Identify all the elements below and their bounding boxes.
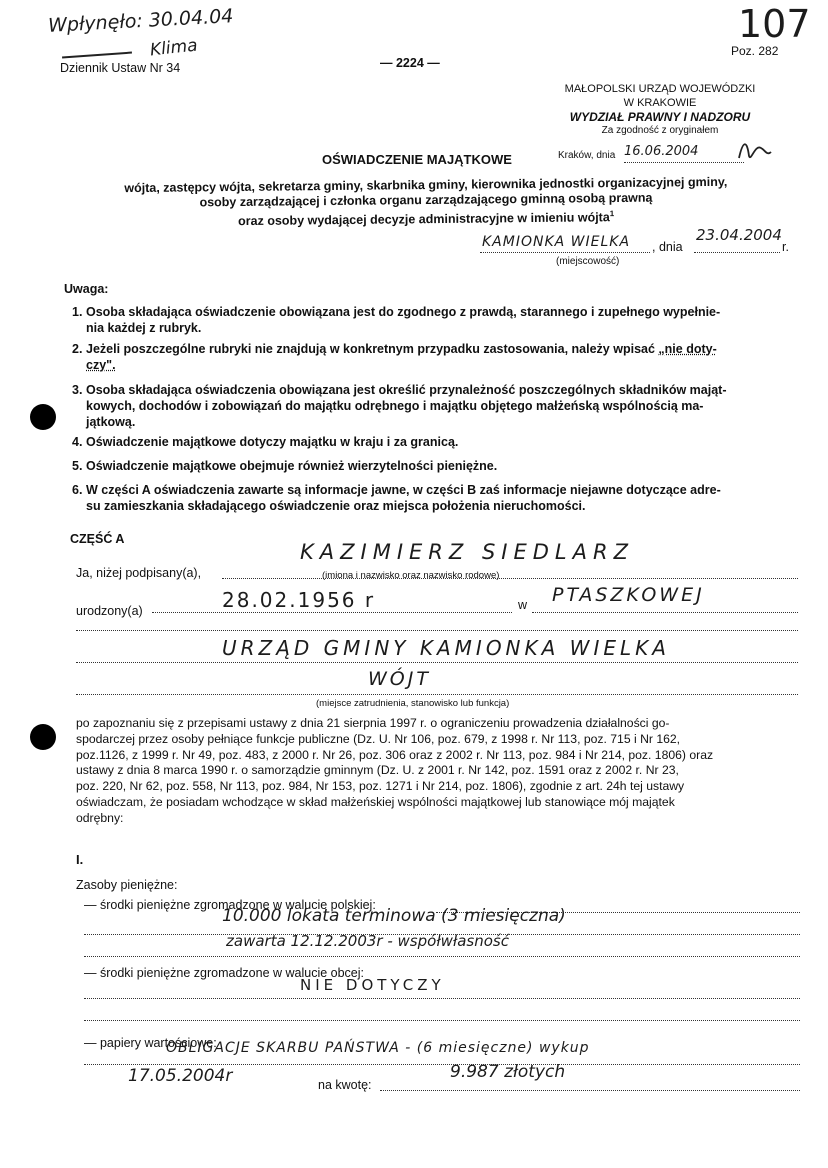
- note-2-line-1: Jeżeli poszczególne rubryki nie znajdują w konkretnym przypadku zastosowania, należy wpisać: [86, 342, 655, 356]
- place-caption: (miejscowość): [556, 256, 620, 267]
- birth-place-handwritten: PTASZKOWEJ: [552, 584, 705, 606]
- place-handwritten: KAMIONKA WIELKA: [482, 234, 631, 250]
- office-stamp: [540, 82, 780, 138]
- note-5: [72, 458, 792, 474]
- birth-date-handwritten: 28.02.1956 r: [222, 588, 376, 612]
- statement-paragraph: [76, 716, 800, 827]
- statement-line-2: spodarczej przez osoby pełniące funkcje publiczne (Dz. U. Nr 106, poz. 679, z 1998 r. Nr 113, poz. 715 i Nr 162,: [76, 731, 681, 746]
- date-handwritten: 23.04.2004: [696, 226, 782, 244]
- employer-line-3: [76, 694, 798, 695]
- note-1-line-1: Osoba składająca oświadczenie obowiązana jest do zgodnego z prawdą, starannego i zupełnego wypełnie-: [86, 305, 721, 319]
- stamp-line-3: WYDZIAŁ PRAWNY I NADZORU: [569, 110, 751, 124]
- footnote-mark: 1: [609, 209, 615, 219]
- securities-line-1: [84, 1064, 800, 1065]
- note-5-line-1: Oświadczenie majątkowe obejmuje również wierzytelności pieniężne.: [86, 459, 498, 473]
- punch-hole-top: [30, 404, 56, 430]
- amount-handwritten: 9.987 złotych: [450, 1062, 566, 1082]
- employer-line-1: [76, 630, 798, 631]
- note-6: [72, 482, 792, 514]
- part-a-heading: CZĘŚĆ A: [70, 532, 125, 546]
- page-number: — 2224 —: [380, 56, 440, 70]
- position-number: Poz. 282: [731, 44, 779, 58]
- note-4-num: 4.: [72, 435, 83, 449]
- section-one-heading: Zasoby pieniężne:: [76, 878, 178, 892]
- employment-caption: (miejsce zatrudnienia, stanowisko lub funkcja): [316, 698, 510, 709]
- note-2-line-2: czy".: [86, 358, 116, 372]
- stamp-line-1: MAŁOPOLSKI URZĄD WOJEWÓDZKI: [564, 83, 756, 95]
- position-handwritten: WÓJT: [368, 668, 431, 690]
- birth-date-line: [152, 612, 512, 613]
- employer-handwritten: URZĄD GMINY KAMIONKA WIELKA: [222, 636, 670, 660]
- pln-handwritten-1: 10.000 lokata terminowa (3 miesięczna): [222, 906, 566, 926]
- amount-line: [380, 1090, 800, 1091]
- note-3-line-2: kowych, dochodów i zobowiązań do majątku odrębnego i majątku objętego małżeńską wspólnością ma-: [86, 399, 704, 413]
- in-label: w: [518, 598, 528, 612]
- section-one-roman: I.: [76, 852, 84, 867]
- note-6-line-1: W części A oświadczenia zawarte są informacje jawne, w części B zaś informacje niejawne dotyczące adre-: [86, 483, 721, 497]
- statement-line-5: poz. 220, Nr 62, poz. 558, Nr 113, poz. 984, Nr 153, poz. 1271 i Nr 214, poz. 1806), zgodnie z art. 24h tej ustawy: [76, 779, 685, 794]
- note-3-line-1: Osoba składająca oświadczenia obowiązana jest określić przynależność poszczególnych składników mająt-: [86, 383, 727, 397]
- securities-label: — papiery wartościowe:: [84, 1036, 217, 1050]
- name-handwritten: KAZIMIERZ SIEDLARZ: [300, 540, 634, 564]
- subtitle-line-2: osoby zarządzającej i członka organu zarządzającego gminną osobą prawną: [199, 190, 653, 210]
- note-2-num: 2.: [72, 342, 83, 356]
- statement-line-6: oświadczam, że posiadam wchodzące w skład małżeńskiej wspólności majątkowej lub stanowiące mój majątek: [76, 794, 675, 809]
- born-label: urodzony(a): [76, 604, 143, 618]
- stamp-date-value: 16.06.2004: [624, 144, 699, 159]
- handwritten-received-date: Wpłynęło: 30.04.04: [47, 5, 234, 37]
- note-4: [72, 434, 792, 450]
- document-title: OŚWIADCZENIE MAJĄTKOWE: [322, 152, 512, 167]
- pln-line-3: [84, 956, 800, 957]
- note-1-num: 1.: [72, 305, 83, 319]
- pln-handwritten-2: zawarta 12.12.2003r - współwłasność: [226, 932, 509, 950]
- note-1-line-2: nia każdej z rubryk.: [86, 321, 202, 335]
- date-suffix: r.: [782, 240, 789, 254]
- handwritten-initials: Klima: [149, 35, 199, 61]
- subtitle-line-1: wójta, zastępcy wójta, sekretarza gminy, skarbnika gminy, kierownika jednostki organizacyjnej gminy,: [124, 174, 728, 196]
- document-subtitle: [76, 174, 776, 230]
- pln-label: — środki pieniężne zgromadzone w walucie polskiej:: [84, 898, 376, 912]
- statement-line-7: odrębny:: [76, 810, 124, 825]
- handwritten-position-number: 107: [738, 2, 811, 46]
- note-6-num: 6.: [72, 483, 83, 497]
- employer-line-2: [76, 662, 798, 663]
- securities-handwritten-2: 17.05.2004r: [128, 1066, 233, 1086]
- note-5-num: 5.: [72, 459, 83, 473]
- punch-hole-bottom: [30, 724, 56, 750]
- foreign-label: — środki pieniężne zgromadzone w walucie obcej:: [84, 966, 365, 980]
- stamp-signature-icon: [735, 136, 775, 164]
- stamp-line-4: Za zgodność z oryginałem: [601, 125, 719, 136]
- foreign-line-1: [84, 998, 800, 999]
- statement-line-1: po zapoznaniu się z przepisami ustawy z dnia 21 sierpnia 1997 r. o ograniczeniu prowadzenia działalności go-: [76, 716, 670, 730]
- notes-heading: Uwaga:: [64, 282, 109, 296]
- amount-label: na kwotę:: [318, 1078, 372, 1092]
- stamp-date-label: Kraków, dnia: [558, 150, 616, 161]
- note-1: [72, 304, 792, 336]
- foreign-line-2: [84, 1020, 800, 1021]
- note-3-num: 3.: [72, 383, 83, 397]
- note-6-line-2: su zamieszkania składającego oświadczenie oraz miejsca położenia nieruchomości.: [86, 499, 586, 513]
- dnia-label: , dnia: [652, 240, 683, 254]
- foreign-handwritten: NIE DOTYCZY: [300, 976, 445, 994]
- statement-line-4: ustawy z dnia 8 marca 1990 r. o samorządzie gminnym (Dz. U. z 2001 r. Nr 142, poz. 1591 oraz z 2002 r. Nr 23,: [76, 763, 679, 778]
- stamp-line-2: W KRAKOWIE: [623, 97, 697, 109]
- signed-label: Ja, niżej podpisany(a),: [76, 566, 202, 580]
- subtitle-line-3-text: oraz osoby wydającej decyzje administracyjne w imieniu wójta: [238, 210, 610, 229]
- note-4-line-1: Oświadczenie majątkowe dotyczy majątku w kraju i za granicą.: [86, 435, 459, 449]
- note-3-line-3: jątkową.: [86, 415, 136, 429]
- date-line: [694, 252, 780, 253]
- securities-handwritten-1: OBLIGACJE SKARBU PAŃSTWA - (6 miesięczne) wykup: [166, 1040, 590, 1056]
- header-rule: [62, 52, 132, 59]
- stamp-date-line: [624, 162, 744, 163]
- note-3: [72, 382, 792, 430]
- name-caption: (imiona i nazwisko oraz nazwisko rodowe): [322, 570, 500, 581]
- note-2-quote: „nie doty-: [658, 342, 717, 356]
- statement-line-3: poz.1126, z 1999 r. Nr 49, poz. 483, z 2000 r. Nr 26, poz. 306 oraz z 2002 r. Nr 113, poz. 984 i Nr 214, poz. 1806) oraz: [76, 747, 714, 762]
- note-2: [72, 341, 792, 373]
- journal-name: Dziennik Ustaw Nr 34: [60, 61, 181, 75]
- name-line: [222, 578, 798, 579]
- birth-place-line: [532, 612, 798, 613]
- place-line: [480, 252, 650, 253]
